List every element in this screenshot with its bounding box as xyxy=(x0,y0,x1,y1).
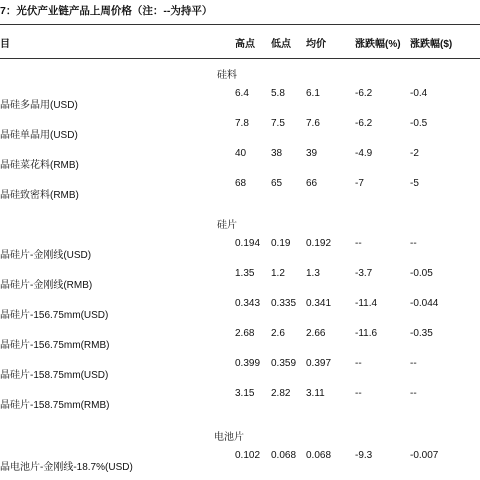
cell-change-abs: -5 xyxy=(410,178,419,189)
section-label: 电池片 xyxy=(214,432,244,443)
cell-change-abs: -0.5 xyxy=(410,118,428,129)
cell-low: 0.068 xyxy=(271,450,297,461)
cell-low: 0.359 xyxy=(271,358,297,369)
cell-avg: 0.068 xyxy=(306,450,332,461)
cell-high: 6.4 xyxy=(235,88,249,99)
header-item: 目 xyxy=(0,39,10,50)
cell-item: 晶硅片-金刚线(USD) xyxy=(0,250,92,261)
cell-high: 7.8 xyxy=(235,118,249,129)
cell-avg: 2.66 xyxy=(306,328,326,339)
cell-avg: 0.192 xyxy=(306,238,332,249)
cell-change-abs: -- xyxy=(410,358,417,369)
header-change-pct: 涨跌幅(%) xyxy=(355,39,401,50)
cell-change-abs: -0.35 xyxy=(410,328,433,339)
cell-avg: 1.3 xyxy=(306,268,320,279)
cell-low: 0.335 xyxy=(271,298,297,309)
cell-item: 晶硅致密料(RMB) xyxy=(0,190,79,201)
section-label: 硅料 xyxy=(217,70,237,81)
cell-change-pct: -- xyxy=(355,388,362,399)
cell-avg: 0.341 xyxy=(306,298,332,309)
cell-low: 2.6 xyxy=(271,328,285,339)
cell-high: 2.68 xyxy=(235,328,255,339)
cell-high: 68 xyxy=(235,178,247,189)
header-change-abs: 涨跌幅($) xyxy=(410,39,453,50)
cell-item: 晶电池片-金刚线-18.7%(USD) xyxy=(0,462,133,473)
cell-item: 晶硅片-金刚线(RMB) xyxy=(0,280,93,291)
cell-avg: 39 xyxy=(306,148,318,159)
cell-high: 1.35 xyxy=(235,268,255,279)
cell-low: 38 xyxy=(271,148,283,159)
table-title: 7：光伏产业链产品上周价格（注：--为持平） xyxy=(0,5,213,17)
header-high: 高点 xyxy=(235,39,255,50)
cell-change-pct: -11.6 xyxy=(355,328,378,339)
cell-change-abs: -- xyxy=(410,238,417,249)
cell-change-pct: -6.2 xyxy=(355,88,373,99)
cell-change-abs: -0.007 xyxy=(410,450,439,461)
cell-change-abs: -0.4 xyxy=(410,88,428,99)
cell-low: 2.82 xyxy=(271,388,291,399)
cell-avg: 7.6 xyxy=(306,118,320,129)
cell-avg: 6.1 xyxy=(306,88,320,99)
cell-item: 晶硅单晶用(USD) xyxy=(0,130,78,141)
cell-low: 65 xyxy=(271,178,283,189)
cell-item: 晶硅菜花料(RMB) xyxy=(0,160,79,171)
cell-change-pct: -4.9 xyxy=(355,148,373,159)
header-low: 低点 xyxy=(271,39,291,50)
cell-high: 0.343 xyxy=(235,298,261,309)
header-rule xyxy=(0,58,480,59)
cell-change-pct: -9.3 xyxy=(355,450,373,461)
section-label: 硅片 xyxy=(217,220,237,231)
header-avg: 均价 xyxy=(306,39,326,50)
cell-high: 0.399 xyxy=(235,358,261,369)
cell-item: 晶硅片-158.75mm(USD) xyxy=(0,370,109,381)
cell-high: 40 xyxy=(235,148,247,159)
cell-avg: 3.11 xyxy=(306,388,325,399)
top-rule xyxy=(0,24,480,25)
cell-low: 5.8 xyxy=(271,88,285,99)
cell-change-pct: -7 xyxy=(355,178,364,189)
cell-avg: 0.397 xyxy=(306,358,332,369)
cell-change-abs: -2 xyxy=(410,148,419,159)
cell-change-pct: -3.7 xyxy=(355,268,373,279)
cell-item: 晶硅片-158.75mm(RMB) xyxy=(0,400,110,411)
cell-change-pct: -11.4 xyxy=(355,298,378,309)
cell-low: 7.5 xyxy=(271,118,285,129)
cell-change-pct: -6.2 xyxy=(355,118,373,129)
cell-change-abs: -- xyxy=(410,388,417,399)
cell-change-pct: -- xyxy=(355,238,362,249)
cell-change-pct: -- xyxy=(355,358,362,369)
cell-change-abs: -0.044 xyxy=(410,298,439,309)
cell-low: 1.2 xyxy=(271,268,285,279)
cell-high: 0.102 xyxy=(235,450,261,461)
cell-change-abs: -0.05 xyxy=(410,268,433,279)
cell-item: 晶硅片-156.75mm(USD) xyxy=(0,310,109,321)
cell-low: 0.19 xyxy=(271,238,291,249)
cell-avg: 66 xyxy=(306,178,318,189)
cell-high: 3.15 xyxy=(235,388,255,399)
cell-high: 0.194 xyxy=(235,238,261,249)
cell-item: 晶硅多晶用(USD) xyxy=(0,100,78,111)
cell-item: 晶硅片-156.75mm(RMB) xyxy=(0,340,110,351)
